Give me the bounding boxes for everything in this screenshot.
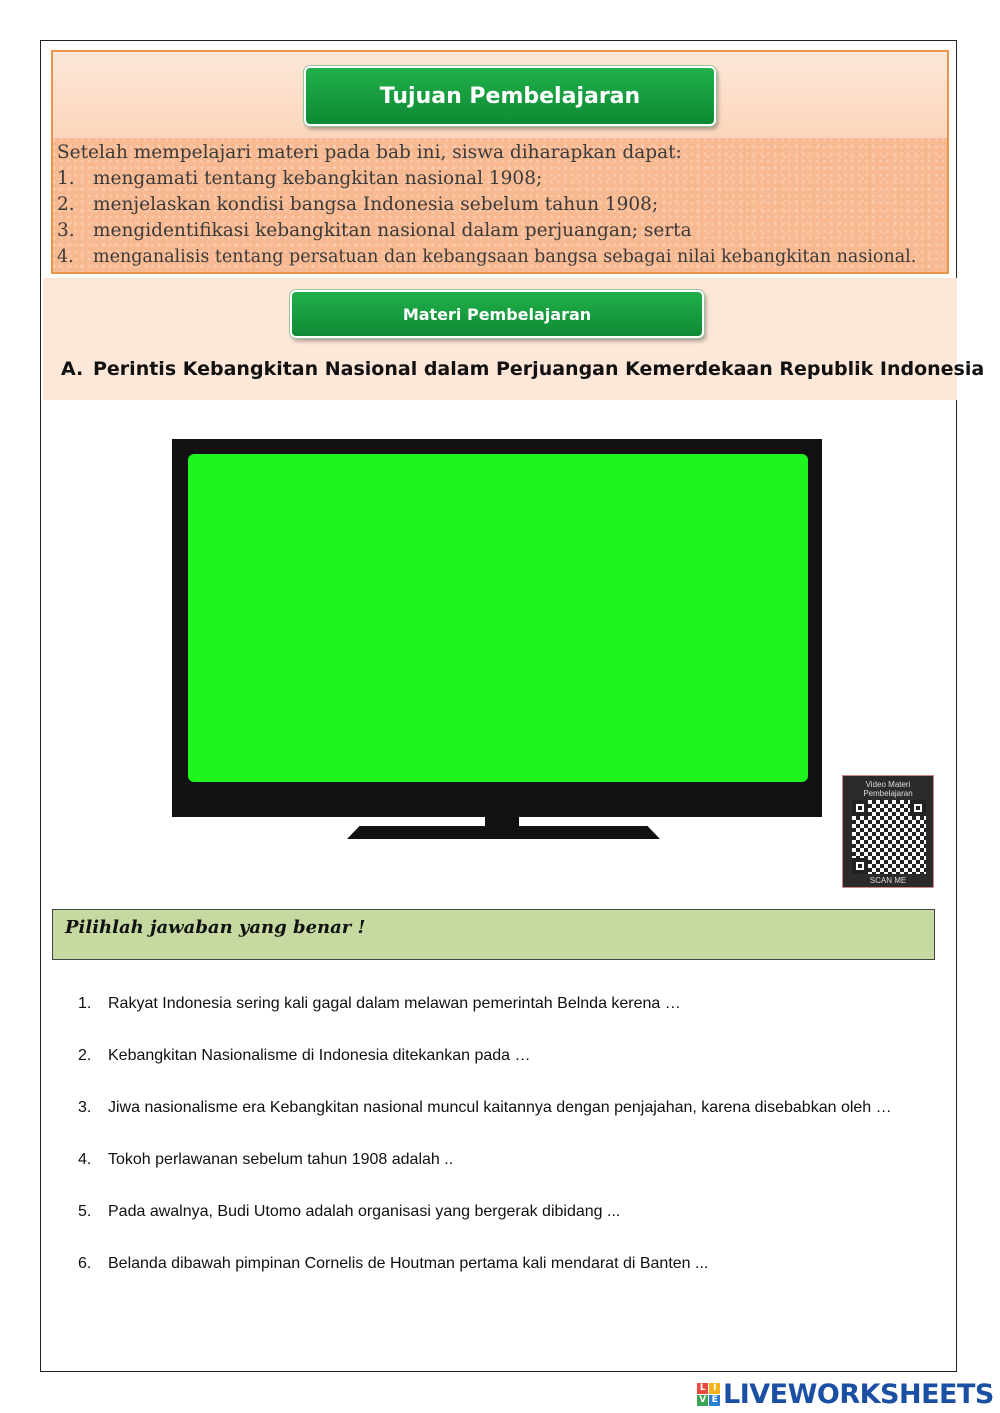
learning-material-panel [43,278,985,400]
section-title: Perintis Kebangkitan Nasional dalam Perjuangan Kemerdekaan Republik Indonesia [93,358,985,380]
question-item: 3. Jiwa nasionalisme era Kebangkitan nasional muncul kaitannya dengan penjajahan, karena disebabkan oleh … [78,1099,892,1116]
question-item: 4. Tokoh perlawanan sebelum tahun 1908 adalah .. [78,1151,454,1168]
instruction-bar: Pilihlah jawaban yang benar ! [52,909,935,960]
question-item: 2. Kebangkitan Nasionalisme di Indonesia ditekankan pada … [78,1047,531,1064]
question-list [78,995,938,1307]
section-letter: A. [61,358,84,380]
liveworksheets-logo-icon: L I V E [697,1383,720,1406]
learning-objectives-panel [51,50,949,274]
objective-item: 1. mengamati tentang kebangkitan nasional 1908; [57,168,543,189]
question-item: 6. Belanda dibawah pimpinan Cornelis de Houtman pertama kali mendarat di Banten ... [78,1255,709,1272]
video-player-frame [172,439,822,817]
qr-scan-label: SCAN ME [869,876,907,885]
question-item: 5. Pada awalnya, Budi Utomo adalah organisasi yang bergerak dibidang ... [78,1203,621,1220]
video-qr-code[interactable] [842,775,934,888]
qr-caption: Video Materi Pembelajaran [863,780,913,798]
qr-code-icon [852,800,926,874]
brand-name: LIVEWORKSHEETS [723,1378,994,1410]
learning-objectives-intro: Setelah mempelajari materi pada bab ini, siswa diharapkan dapat: [57,142,682,163]
learning-objectives-header [53,52,947,139]
learning-material-title: Materi Pembelajaran [290,290,704,338]
learning-objectives-list [53,138,947,272]
tv-stand-base [347,826,660,839]
objective-item: 2. menjelaskan kondisi bangsa Indonesia sebelum tahun 1908; [57,194,659,215]
objective-item: 3. mengidentifikasi kebangkitan nasional dalam perjuangan; serta [57,220,692,241]
learning-objectives-title: Tujuan Pembelajaran [304,66,716,126]
video-screen[interactable] [188,454,808,782]
liveworksheets-brand[interactable] [697,1379,994,1409]
section-heading [61,358,984,380]
question-item: 1. Rakyat Indonesia sering kali gagal dalam melawan pemerintah Belnda kerena … [78,995,681,1012]
objective-item: 4. menganalisis tentang persatuan dan kebangsaan bangsa sebagai nilai kebangkitan nasional. [57,247,917,267]
